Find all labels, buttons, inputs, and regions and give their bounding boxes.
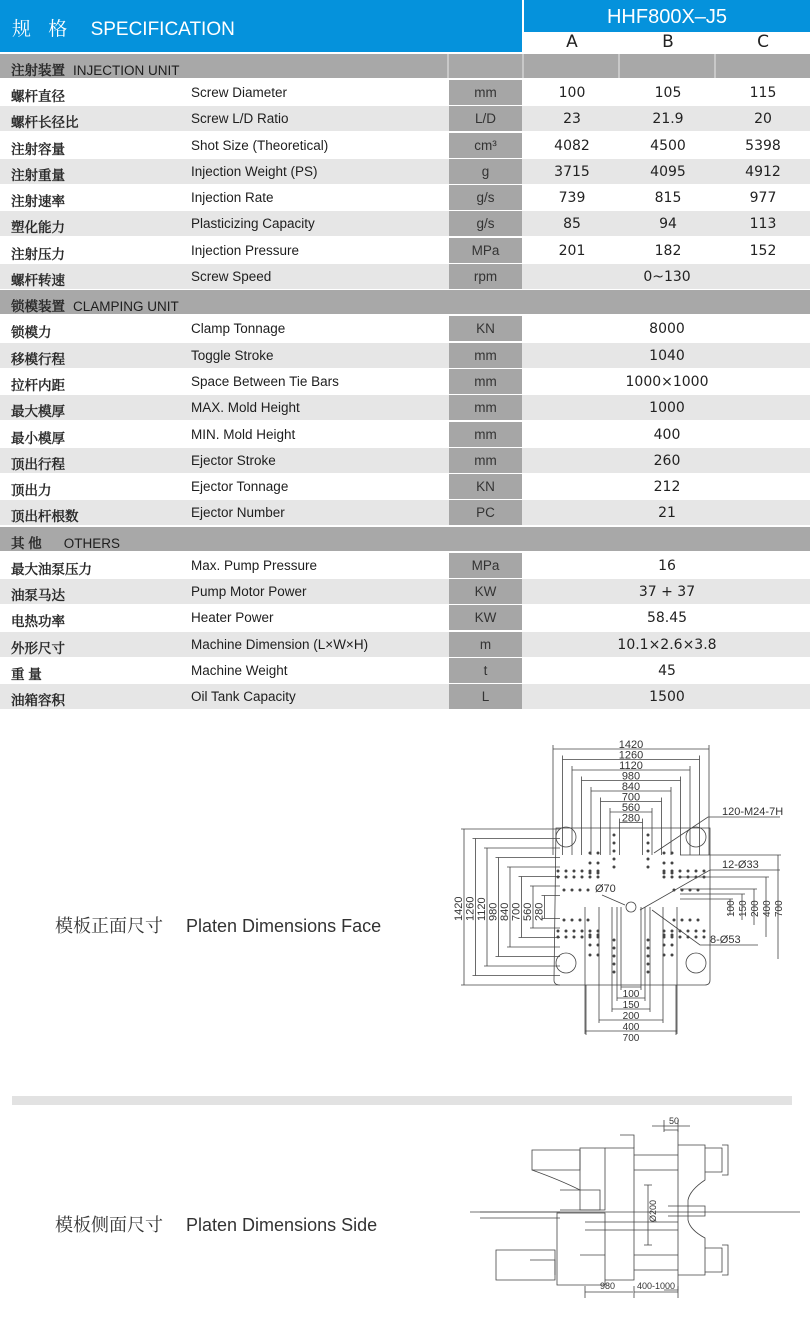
param-value-a: 201 — [558, 242, 586, 259]
tie-bar-hole — [556, 827, 576, 847]
face-bdim: 400 — [622, 1022, 640, 1033]
face-vdim: 560 — [522, 902, 534, 921]
param-name-en: Space Between Tie Bars — [191, 373, 339, 389]
param-name-en: Toggle Stroke — [191, 347, 274, 363]
param-name-cn: 顶出力 — [11, 483, 52, 499]
platen-face-label-cn: 模板正面尺寸 — [55, 916, 163, 936]
param-value: 8000 — [649, 321, 685, 338]
table-row — [0, 448, 810, 474]
face-hdim: 1120 — [619, 760, 643, 772]
param-unit: g — [449, 159, 522, 184]
param-name-en: Screw L/D Ratio — [191, 111, 289, 127]
section-label — [11, 532, 120, 552]
table-row — [0, 185, 810, 211]
section-header — [0, 290, 810, 316]
face-hdim: 280 — [621, 812, 641, 825]
section-divider — [12, 1096, 792, 1105]
param-unit: L — [449, 684, 522, 709]
param-name-en: Ejector Stroke — [191, 452, 276, 468]
table-row — [0, 553, 810, 579]
param-name-en: Machine Weight — [191, 662, 288, 678]
param-name-cn: 锁模力 — [11, 325, 52, 341]
table-row — [0, 316, 810, 342]
spec-title-cn: 规 格 — [12, 19, 74, 40]
face-callout-tapped: 120-M24-7H — [722, 806, 784, 818]
param-value-b: 182 — [654, 242, 682, 259]
face-callout-dia70: Ø70 — [595, 883, 616, 895]
param-name-en: Injection Pressure — [191, 242, 300, 258]
col-sep — [522, 54, 524, 78]
face-vdim: 1120 — [476, 897, 488, 921]
param-name-cn: 最小模厚 — [11, 430, 65, 446]
param-value: 21 — [658, 505, 676, 522]
param-unit: MPa — [449, 553, 522, 578]
model-name: HHF800X–J5 — [524, 0, 810, 32]
face-bdim: 100 — [622, 989, 640, 1000]
tie-bar-hole — [556, 953, 576, 973]
param-value-b: 105 — [654, 85, 682, 101]
param-value: 58.45 — [646, 610, 688, 627]
param-name-cn: 重 量 — [11, 666, 42, 682]
face-hdim: 560 — [621, 802, 641, 814]
param-value-b: 4095 — [650, 163, 686, 180]
spec-title — [12, 14, 235, 41]
param-name-en: Heater Power — [191, 610, 274, 626]
table-row — [0, 238, 810, 264]
side-dims — [600, 1116, 679, 1291]
table-row — [0, 133, 810, 159]
param-value: 1000 — [649, 400, 685, 417]
table-row — [0, 369, 810, 395]
param-value: 212 — [653, 479, 681, 496]
param-name-en: Machine Dimension (L×W×H) — [191, 636, 369, 652]
section-label-cn: 锁模装置 — [11, 299, 65, 315]
table-row — [0, 632, 810, 658]
table-row — [0, 80, 810, 106]
param-name-cn: 油泵马达 — [11, 588, 65, 604]
param-name-cn: 拉杆内距 — [11, 377, 65, 393]
face-rdim: 400 — [762, 900, 773, 917]
platen-face-drawing — [440, 735, 800, 1055]
param-value-c: 113 — [749, 216, 777, 233]
param-name-cn: 注射重量 — [11, 167, 65, 183]
param-name-cn: 移模行程 — [11, 351, 65, 367]
param-value-a: 23 — [563, 111, 581, 128]
face-callout-8-dia53: 8-Ø53 — [710, 934, 741, 946]
param-value: 10.1×2.6×3.8 — [617, 636, 717, 653]
param-unit: mm — [449, 343, 522, 368]
table-row — [0, 658, 810, 684]
param-unit: mm — [449, 448, 522, 473]
face-vdim: 700 — [510, 902, 523, 921]
section-label-en: OTHERS — [63, 535, 121, 551]
face-rdim: 700 — [774, 900, 785, 917]
param-name-cn: 螺杆长径比 — [11, 115, 79, 131]
param-name-cn: 最大模厚 — [11, 404, 65, 420]
param-name-en: MIN. Mold Height — [191, 426, 296, 442]
param-name-en: Shot Size (Theoretical) — [191, 137, 329, 153]
param-value: 1040 — [649, 347, 685, 364]
platen-side-label-cn: 模板侧面尺寸 — [55, 1215, 163, 1235]
param-name-en: Ejector Tonnage — [191, 479, 289, 495]
param-value-a: 739 — [558, 190, 586, 207]
section-label-cn: 其 他 — [11, 535, 42, 551]
table-row — [0, 343, 810, 369]
face-hdim: 1260 — [618, 749, 644, 762]
param-value-b: 21.9 — [652, 111, 684, 128]
section-label — [11, 59, 180, 79]
table-row — [0, 159, 810, 185]
param-name-cn: 注射容量 — [11, 141, 65, 157]
col-sep — [447, 54, 449, 78]
param-name-en: Max. Pump Pressure — [191, 557, 318, 573]
platen-face-label — [55, 912, 381, 938]
col-sep — [618, 54, 620, 78]
face-hdim: 1420 — [618, 739, 644, 751]
face-callout-12-dia33: 12-Ø33 — [722, 859, 759, 871]
param-unit: t — [449, 658, 522, 683]
face-bdim: 700 — [622, 1033, 640, 1044]
face-bdim: 150 — [622, 1000, 640, 1011]
table-row — [0, 579, 810, 605]
face-hdim: 840 — [621, 781, 641, 793]
param-value-b: 815 — [654, 190, 682, 207]
param-name-en: Pump Motor Power — [191, 584, 307, 600]
param-value-c: 152 — [749, 242, 777, 259]
param-name-cn: 顶出行程 — [11, 456, 65, 472]
param-value: 0~130 — [643, 269, 691, 286]
param-name-cn: 电热功率 — [11, 614, 65, 630]
tie-bar-hole — [686, 953, 706, 973]
param-unit: mm — [449, 422, 522, 447]
param-unit: m — [449, 632, 522, 657]
param-value: 400 — [653, 426, 681, 443]
section-label-en: INJECTION UNIT — [73, 63, 180, 78]
param-name-en: Plasticizing Capacity — [191, 216, 315, 232]
section-header-bg — [0, 527, 810, 551]
spec-title-en: SPECIFICATION — [90, 19, 235, 40]
param-value: 45 — [658, 662, 676, 679]
param-unit: KN — [449, 474, 522, 499]
face-vdim: 1420 — [453, 896, 465, 921]
face-vdim: 980 — [487, 902, 500, 921]
param-name-cn: 螺杆直径 — [11, 89, 65, 104]
param-unit: mm — [449, 395, 522, 420]
face-hdim: 700 — [621, 791, 641, 804]
side-dim-stroke: 400-1000 — [637, 1281, 676, 1291]
param-value: 37 + 37 — [638, 584, 696, 601]
param-value-b: 94 — [659, 216, 677, 233]
face-rdim: 200 — [750, 900, 761, 917]
platen-outline — [554, 828, 710, 985]
param-name-en: Injection Weight (PS) — [191, 163, 318, 179]
face-rdim: 150 — [738, 900, 749, 917]
param-value: 16 — [658, 557, 676, 574]
param-value-c: 20 — [754, 111, 772, 128]
param-name-cn: 塑化能力 — [11, 220, 65, 236]
col-sep — [714, 54, 716, 78]
section-label-cn: 注射装置 — [11, 63, 65, 78]
platen-side-drawing — [460, 1110, 810, 1322]
spec-header-bar — [0, 0, 522, 52]
table-row — [0, 500, 810, 526]
param-value-c: 4912 — [745, 163, 781, 180]
param-name-en: Oil Tank Capacity — [191, 689, 296, 705]
table-row — [0, 264, 810, 290]
param-value-b: 4500 — [650, 137, 686, 154]
param-name-cn: 油箱容积 — [11, 693, 65, 709]
side-dim-dia200: Ø200 — [648, 1199, 658, 1222]
param-unit: PC — [449, 500, 522, 525]
param-unit: mm — [449, 80, 522, 105]
param-value-c: 5398 — [745, 137, 781, 154]
param-name-en: Clamp Tonnage — [191, 321, 286, 337]
param-name-en: Screw Diameter — [191, 85, 288, 100]
param-name-en: Ejector Number — [191, 505, 285, 521]
center-hole — [626, 902, 636, 912]
table-row — [0, 422, 810, 448]
param-unit: g/s — [449, 211, 522, 236]
param-value: 1500 — [649, 689, 685, 706]
param-value-a: 3715 — [554, 163, 590, 180]
face-vdim: 280 — [533, 902, 546, 921]
param-unit: L/D — [449, 106, 522, 131]
table-row — [0, 106, 810, 132]
table-row — [0, 395, 810, 421]
side-dim-980: 980 — [600, 1281, 616, 1291]
param-unit: KW — [449, 579, 522, 604]
param-unit: MPa — [449, 238, 522, 263]
param-name-en: Screw Speed — [191, 269, 272, 285]
param-unit: KW — [449, 605, 522, 630]
table-row — [0, 605, 810, 631]
param-name-cn: 螺杆转速 — [11, 273, 65, 289]
param-unit: mm — [449, 369, 522, 394]
param-name-cn: 注射压力 — [11, 246, 65, 262]
param-name-cn: 注射速率 — [11, 194, 65, 210]
table-row — [0, 474, 810, 500]
param-unit: rpm — [449, 264, 522, 289]
param-value: 260 — [653, 452, 681, 469]
section-label — [11, 295, 179, 315]
spec-table — [0, 54, 810, 711]
param-unit: cm³ — [449, 133, 522, 158]
face-rdim: 100 — [726, 900, 737, 917]
param-value: 1000×1000 — [625, 373, 709, 390]
face-vdim: 1260 — [464, 896, 477, 921]
section-header — [0, 527, 810, 553]
variant-col-a: A — [566, 32, 578, 52]
platen-side-label-en: Platen Dimensions Side — [186, 1215, 378, 1235]
spec-header — [0, 0, 810, 52]
param-unit: KN — [449, 316, 522, 341]
param-name-cn: 顶出杆根数 — [11, 509, 79, 525]
face-vdim: 840 — [499, 902, 511, 921]
face-bdim: 200 — [622, 1011, 640, 1022]
variant-columns — [524, 32, 810, 52]
param-name-cn: 最大油泵压力 — [11, 561, 92, 577]
variant-col-b: B — [662, 32, 674, 52]
param-name-en: MAX. Mold Height — [191, 400, 300, 416]
bolt-holes — [557, 834, 706, 974]
table-row — [0, 684, 810, 710]
section-label-en: CLAMPING UNIT — [73, 299, 179, 315]
side-dim-50: 50 — [669, 1116, 680, 1126]
param-value-c: 977 — [749, 190, 777, 207]
variant-col-c: C — [757, 32, 769, 52]
param-name-cn: 外形尺寸 — [11, 640, 65, 656]
param-unit: g/s — [449, 185, 522, 210]
face-hdim: 980 — [621, 770, 641, 783]
param-value-c: 115 — [749, 85, 777, 101]
platen-face-label-en: Platen Dimensions Face — [186, 916, 382, 936]
table-row — [0, 211, 810, 237]
param-name-en: Injection Rate — [191, 190, 274, 206]
param-value-a: 85 — [563, 216, 581, 233]
platen-side-label — [55, 1211, 377, 1237]
param-value-a: 4082 — [554, 137, 590, 154]
section-header — [0, 54, 810, 80]
param-value-a: 100 — [558, 85, 586, 101]
